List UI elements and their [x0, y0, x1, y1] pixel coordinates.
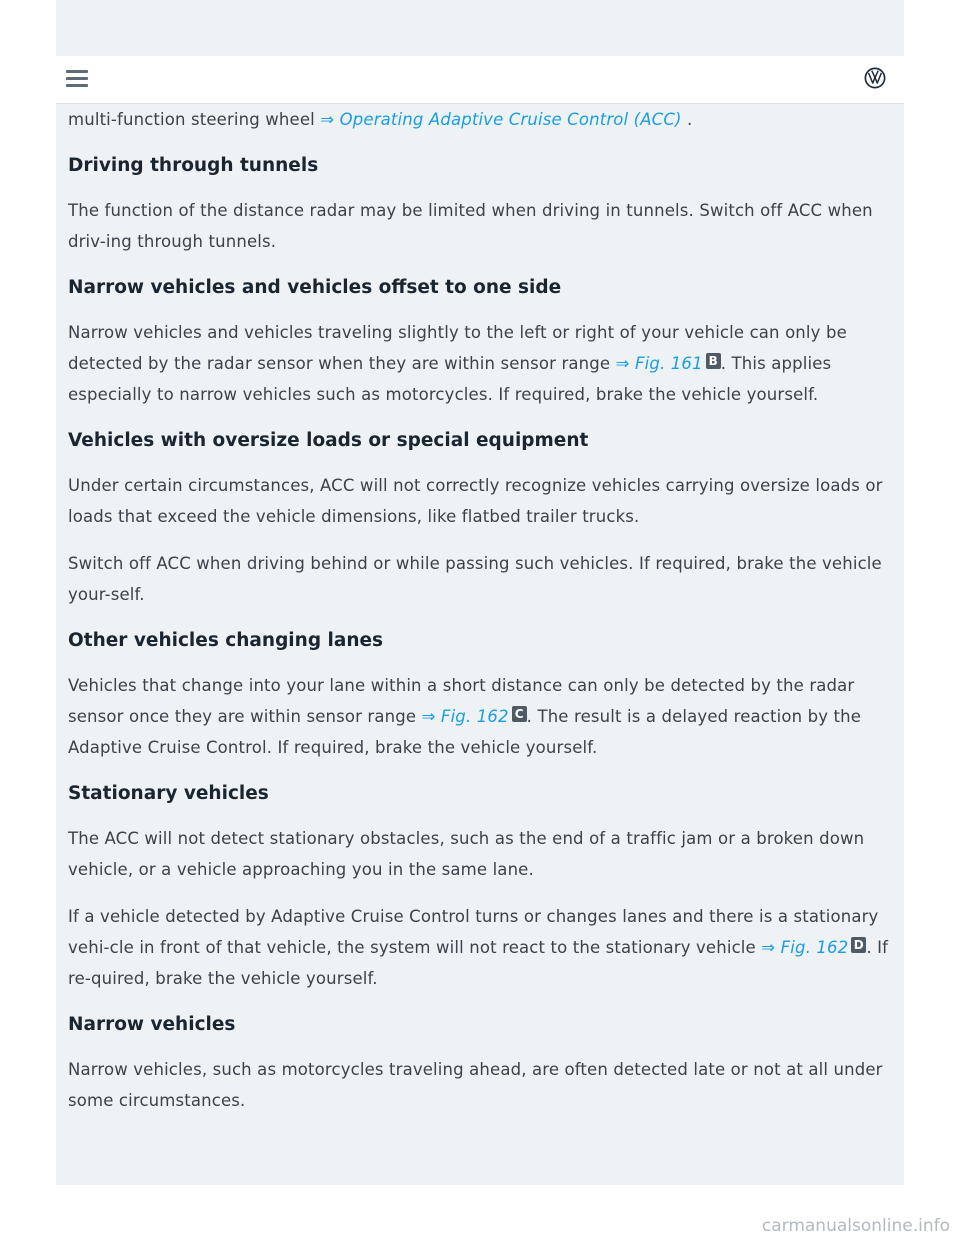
stationary-paragraph-2 — [68, 901, 892, 994]
heading-narrow-offset: Narrow vehicles and vehicles offset to one side — [68, 277, 562, 298]
stationary-text-2: . If re-quired, brake the vehicle yourself. — [68, 938, 889, 988]
heading-oversize: Vehicles with oversize loads or special equipment — [68, 430, 589, 451]
narrow-paragraph: Narrow vehicles, such as motorcycles traveling ahead, are often detected late or not at all under some circumstances. — [68, 1060, 883, 1110]
heading-changing-lanes: Other vehicles changing lanes — [68, 630, 384, 651]
fig-161-link[interactable]: ⇒ Fig. 161 — [615, 354, 703, 373]
stationary-paragraph-1: The ACC will not detect stationary obstacles, such as the end of a traffic jam or a broken down vehicle, or a vehicle approaching you in the same lane. — [68, 829, 865, 879]
heading-narrow: Narrow vehicles — [68, 1014, 236, 1035]
manual-page — [56, 0, 904, 1185]
manual-text — [68, 88, 892, 1132]
top-bar — [56, 56, 904, 104]
heading-tunnels: Driving through tunnels — [68, 155, 319, 176]
vw-logo-icon[interactable] — [864, 67, 886, 89]
narrow-offset-text-2: . This applies especially to narrow vehicles such as motorcycles. If required, brake the vehicle yourself. — [68, 354, 832, 404]
tunnels-paragraph: The function of the distance radar may be limited when driving in tunnels. Switch off ACC when driv-ing through tunnels. — [68, 201, 873, 251]
changing-lanes-text: Vehicles that change into your lane within a short distance can only be detected by the radar sensor once they are within sensor range — [68, 676, 855, 726]
fig-162-link[interactable]: ⇒ Fig. 162 — [421, 707, 509, 726]
stationary-text: If a vehicle detected by Adaptive Cruise Control turns or changes lanes and there is a stationary vehi-cle in front of that vehicle, the system will not react to the stationary vehicle — [68, 907, 879, 957]
oversize-paragraph-1: Under certain circumstances, ACC will not correctly recognize vehicles carrying oversize loads or loads that exceed the vehicle dimensions, like flatbed trailer trucks. — [68, 476, 883, 526]
intro-text-4: . — [681, 110, 693, 129]
heading-stationary: Stationary vehicles — [68, 783, 269, 804]
narrow-offset-text: Narrow vehicles and vehicles traveling slightly to the left or right of your vehicle can only be detected by the radar sensor when they are within sensor range — [68, 323, 847, 373]
operating-acc-link[interactable]: ⇒ Operating Adaptive Cruise Control (ACC) — [320, 110, 682, 129]
figure-badge-c: C — [512, 706, 527, 722]
watermark: carmanualsonline.info — [761, 1216, 950, 1236]
changing-lanes-paragraph — [68, 670, 892, 763]
intro-text-3: multi-function steering wheel — [68, 110, 321, 129]
changing-lanes-text-2: . The result is a delayed reaction by the Adaptive Cruise Control. If required, brake the vehicle yourself. — [68, 707, 862, 757]
oversize-paragraph-2: Switch off ACC when driving behind or while passing such vehicles. If required, brake the vehicle your-self. — [68, 554, 882, 604]
fig-162-link-2[interactable]: ⇒ Fig. 162 — [761, 938, 849, 957]
figure-badge-b: B — [706, 353, 721, 369]
narrow-offset-paragraph — [68, 317, 892, 410]
hamburger-menu-icon[interactable] — [66, 70, 88, 88]
figure-badge-d: D — [851, 937, 866, 953]
